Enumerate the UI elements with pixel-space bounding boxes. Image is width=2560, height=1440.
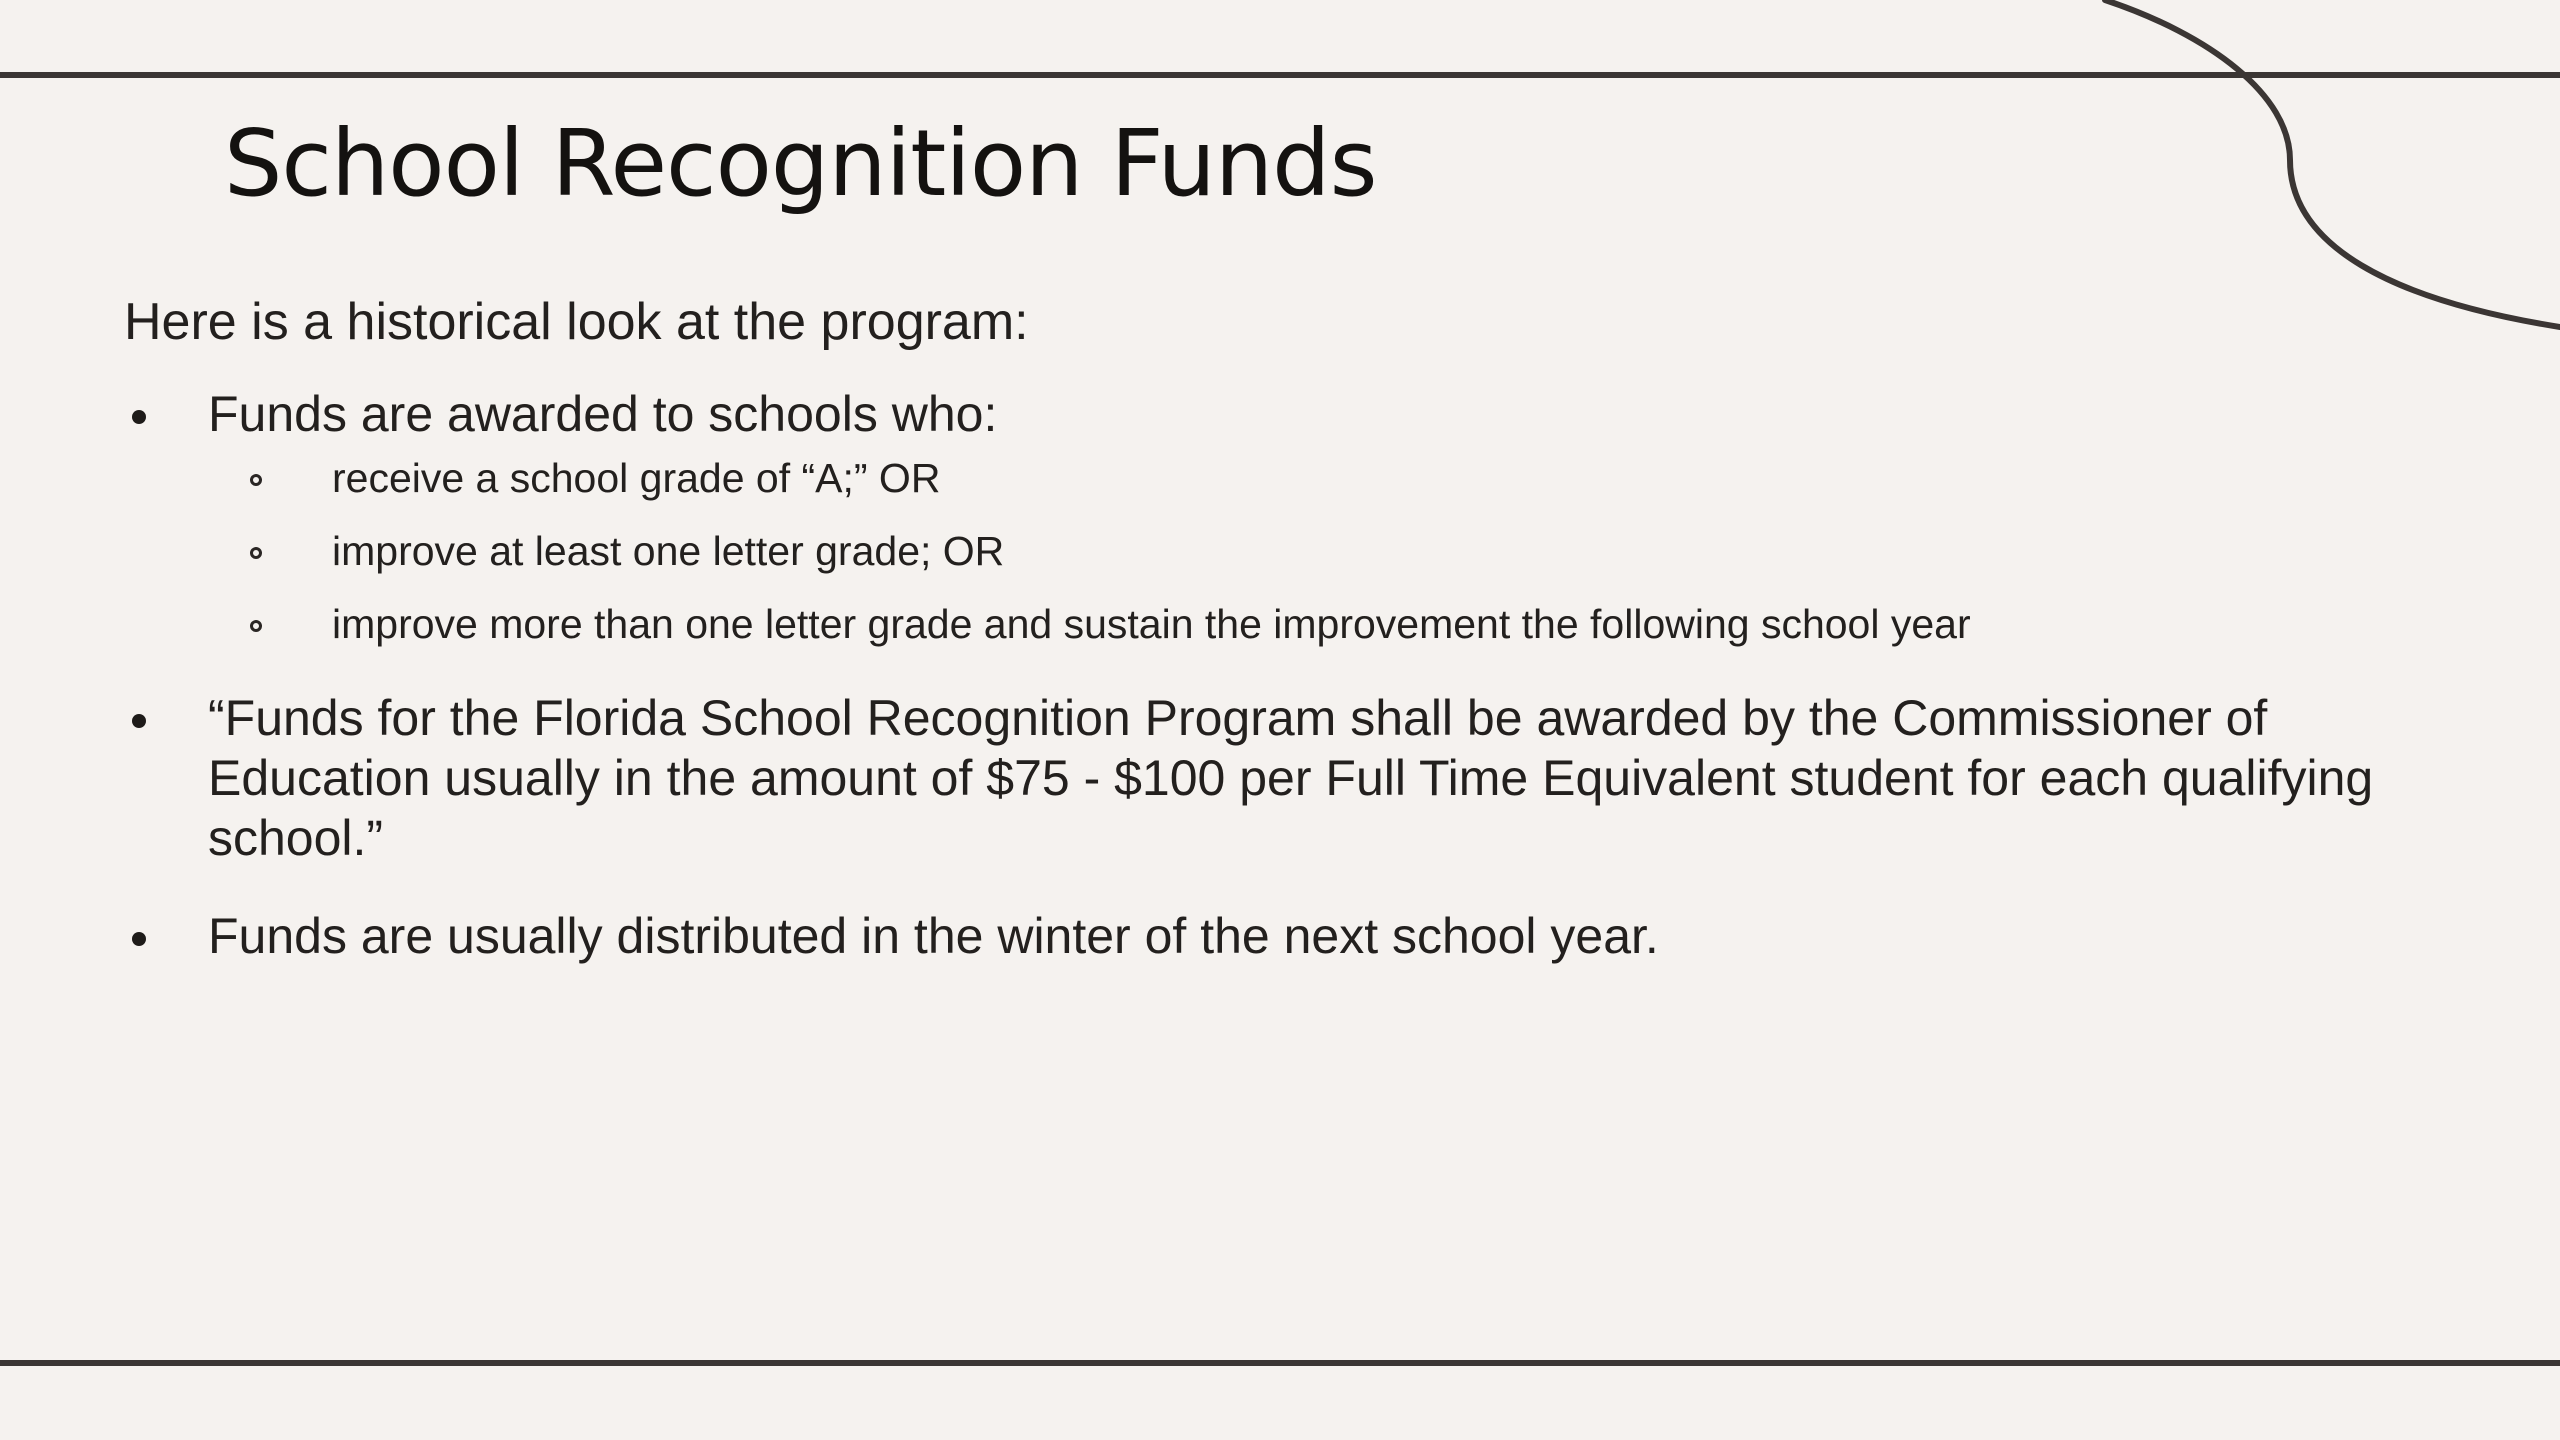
bottom-divider-line [0, 1360, 2560, 1366]
sub-bullet-text: receive a school grade of “A;” OR [332, 455, 941, 501]
sub-bullet-item [208, 598, 2424, 650]
bullet-dot-icon [132, 714, 146, 728]
sub-bullet-text: improve more than one letter grade and sustain the improvement the following school year [332, 601, 1971, 647]
sub-bullet-text: improve at least one letter grade; OR [332, 528, 1005, 574]
sub-bullet-list [208, 452, 2424, 650]
hollow-circle-bullet-icon [250, 474, 262, 486]
bullet-text: Funds are usually distributed in the winter of the next school year. [208, 908, 1659, 964]
intro-text: Here is a historical look at the program: [124, 293, 1029, 351]
top-divider-line [0, 72, 2560, 78]
bullet-dot-icon [132, 410, 146, 424]
hollow-circle-bullet-icon [250, 620, 262, 632]
slide-title: School Recognition Funds [224, 110, 1377, 217]
sub-bullet-item [208, 525, 2424, 577]
hollow-circle-bullet-icon [250, 547, 262, 559]
bullet-text: “Funds for the Florida School Recognition Program shall be awarded by the Commissioner of Education usually in the amount of $75 - $100 per Full Time Equivalent student for each qualifying school.” [208, 690, 2374, 866]
bullet-item [124, 384, 2424, 650]
sub-bullet-item [208, 452, 2424, 504]
slide-body [124, 290, 2424, 1004]
bullet-item [124, 906, 2424, 966]
bullet-dot-icon [132, 932, 146, 946]
bullet-list [124, 384, 2424, 966]
bullet-item [124, 688, 2424, 868]
bullet-text: Funds are awarded to schools who: [208, 386, 998, 442]
